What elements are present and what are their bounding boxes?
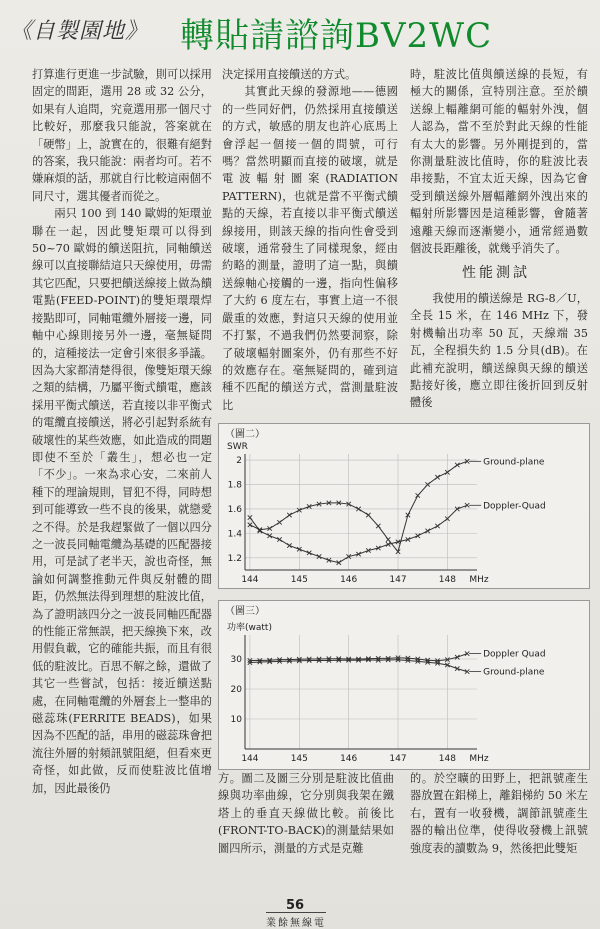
power-chart (218, 600, 590, 770)
x-axis-label: MHz (469, 575, 489, 585)
section-title: 性能測試 (462, 265, 530, 281)
x-tick-label: 147 (389, 575, 407, 585)
column-2 (222, 66, 398, 412)
y-tick-label: 1.4 (227, 529, 242, 540)
paragraph: 兩只 100 到 140 歐姆的矩環並聯在一起，因此雙矩環可以得到 50~70 歐姆的饋送阻抗，同軸饋送線可以直接聯結這只天線使用，毋需其它匹配，只要把饋送線接上做為饋電點(FEED-POINT)的雙矩環環焊接點即可，同軸電纜外層接一邊，同軸中心線則接另外一邊，毫無疑問的，這種接法一定會引來很多爭議。因為大家都清楚得很，像雙矩環天線之類的結構，乃屬平衡式饋電，應該採用平衡式饋送，若直接以非平衡式的電纜直接饋送，將必引起對系統有破壞性的某些效應，如此造成的問題即使不至於「叢生」，想必也一定「不少」。一來為求心安，二來前人種下的理論規則，冒犯不得，同時想到可能導致一些不良的後果，就戀愛之不得。於是我趕緊做了一個以四分之一波長同軸電纜為基礎的匹配器接用，可是試了老半天，說也奇怪，無論如何調整推動元件與反射體的間距，仍然無法得到理想的駐波比值，為了證明該四分之一波長同軸匹配器的性能正常無誤，把天線換下來，改用假負載，它的確能共振，而且有很低的駐波比。百思不解之餘，還做了其它一些嘗試，包括：接近饋送點處，在同軸電纜的外層套上一整串的磁蕊珠(FERRITE BEADS)，如果因為不匹配的話，串用的磁蕊珠會把流往外層的射頻訊號阻絕，但看來更奇怪，如此做，反而使駐波比值增加，因此最後仍 (32, 207, 213, 795)
data-point (376, 524, 380, 528)
column-1 (32, 66, 212, 866)
data-point (416, 493, 420, 497)
x-tick-label: 144 (241, 575, 259, 585)
y-tick-label: 1.8 (227, 480, 242, 491)
chart-title: （圖二） (225, 429, 265, 440)
swr-chart-svg (219, 424, 589, 588)
section-header: 《自製園地》 (10, 19, 149, 44)
series-label: Doppler Quad (483, 649, 546, 660)
data-point (277, 537, 281, 541)
x-tick-label: 146 (340, 575, 358, 585)
data-point (317, 554, 321, 558)
y-tick-label: 20 (230, 685, 242, 695)
y-tick-label: 1.6 (227, 504, 242, 515)
data-point (366, 513, 370, 517)
series-label: Ground-plane (483, 457, 545, 468)
y-tick-label: 2 (236, 456, 242, 467)
series-label: Ground-plane (483, 667, 545, 678)
power-chart-svg (219, 601, 589, 769)
data-point (267, 534, 271, 538)
data-point (465, 651, 469, 655)
x-axis-label: MHz (469, 754, 489, 764)
data-point (465, 459, 469, 463)
series-label: Doppler-Quad (483, 501, 546, 512)
y-tick-label: 30 (230, 655, 242, 665)
column-3 (410, 66, 588, 266)
repost-notice: 轉貼請諮詢BV2WC (180, 16, 493, 56)
x-tick-label: 148 (438, 754, 456, 764)
paragraph: 其實此天線的發源地——德國的一些同好們，仍然採用直接饋送的方式，敏感的朋友也許心底馬上會浮起一個接一個的問號，可行嗎？當然明顯而直接的破壞，就是電波輻射圖案(RADIATION PATTERN)，也就是當不平衡式饋點的天線，若直接以非平衡式饋送線接用，則該天線的指向性會受到破壞，通常發生了同樣現象，經由約略的測量，證明了這一點，與饋送線軸心接觸的一邊，指向性偏移了大約 6 度左右，事實上這一不很嚴重的效應，對這只天線的使用並不打緊，不過我們仍然要洞察，除了破壞輻射圖案外，仍有那些不好的效應存在。毫無疑問的，確到這種不匹配的饋送方式，當測量駐波比 (222, 85, 398, 412)
bottom-text-right: 的。於空曠的田野上，把訊號產生器放置在鋁梯上，離鋁梯約 50 米左右，置有一收發機，調節訊號產生器的輸出位準，使得收發機上訊號強度表的讀數為 9，然後把此雙矩 (410, 772, 588, 855)
data-point (455, 463, 459, 467)
x-tick-label: 147 (389, 754, 407, 764)
swr-chart (218, 423, 590, 589)
data-point (277, 520, 281, 524)
magazine-name: 業餘無線電 (266, 912, 326, 929)
x-tick-label: 145 (290, 754, 308, 764)
data-point (287, 543, 291, 547)
x-tick-label: 144 (241, 754, 259, 764)
paragraph: 我使用的饋送線是 RG-8／U，全長 15 米，在 146 MHz 下，發射機輸出功率 50 瓦，天線端 35 瓦，全程損失約 1.5 分貝(dB)。在此補充說明，饋送線與天線的饋送點接好後，應立即往後折回到反射體後 (410, 292, 588, 410)
data-point (386, 537, 390, 541)
data-point (435, 524, 439, 528)
y-tick-label: 1.2 (227, 553, 242, 564)
data-point (416, 534, 420, 538)
x-tick-label: 148 (438, 575, 456, 585)
data-point (435, 475, 439, 479)
page-number: 56 (286, 898, 305, 913)
series-line (250, 660, 467, 672)
y-axis-label: SWR (227, 442, 248, 452)
data-point (465, 503, 469, 507)
y-axis-label: 功率(watt) (227, 623, 272, 633)
data-point (307, 551, 311, 555)
data-point (425, 529, 429, 533)
y-tick-label: 10 (230, 715, 242, 725)
column-3-continued (410, 290, 588, 420)
x-tick-label: 146 (340, 754, 358, 764)
paragraph: 時，駐波比值與饋送線的長短，有極大的關係，宣特別注意。至於饋送線上輻離網可能的輻射外洩，個人認為，當不至於對此天線的性能有太大的影響。另外剛提到的，當你測量駐波比值時，你的駐波比表串接點，不宜太近天線，因為它會受到饋送線外層輻離網外洩出來的輻射所影響因是這種影響，會隨著遠離天線而逐漸變小，通常經過數個波長距離後，就幾乎消失了。 (410, 68, 588, 256)
chart-title: （圖三） (225, 606, 265, 617)
series-line (250, 461, 467, 551)
bottom-text-middle: 方。圖二及圖三分別是駐波比值曲線與功率曲線，它分別與我架在鐵塔上的垂直天線做比較。前後比(FRONT-TO-BACK)的測量結果如圖四所示，測量的方式是克難 (218, 772, 394, 855)
x-tick-label: 145 (290, 575, 308, 585)
data-point (287, 513, 291, 517)
paragraph: 決定採用直接饋送的方式。 (222, 68, 357, 81)
paragraph: 打算進行更進一步試驗，則可以採用固定的間距，選用 28 或 32 公分，如果有人追問，究竟選用那一個尺寸比較好，那麼我只能說，答案就在「硬幣」上，說實在的，很難有絕對的答案，我只能說：兩者均可。若不嫌麻煩的話，那就自行比較這兩個不同尺寸，選其優者而從之。 (32, 68, 212, 203)
